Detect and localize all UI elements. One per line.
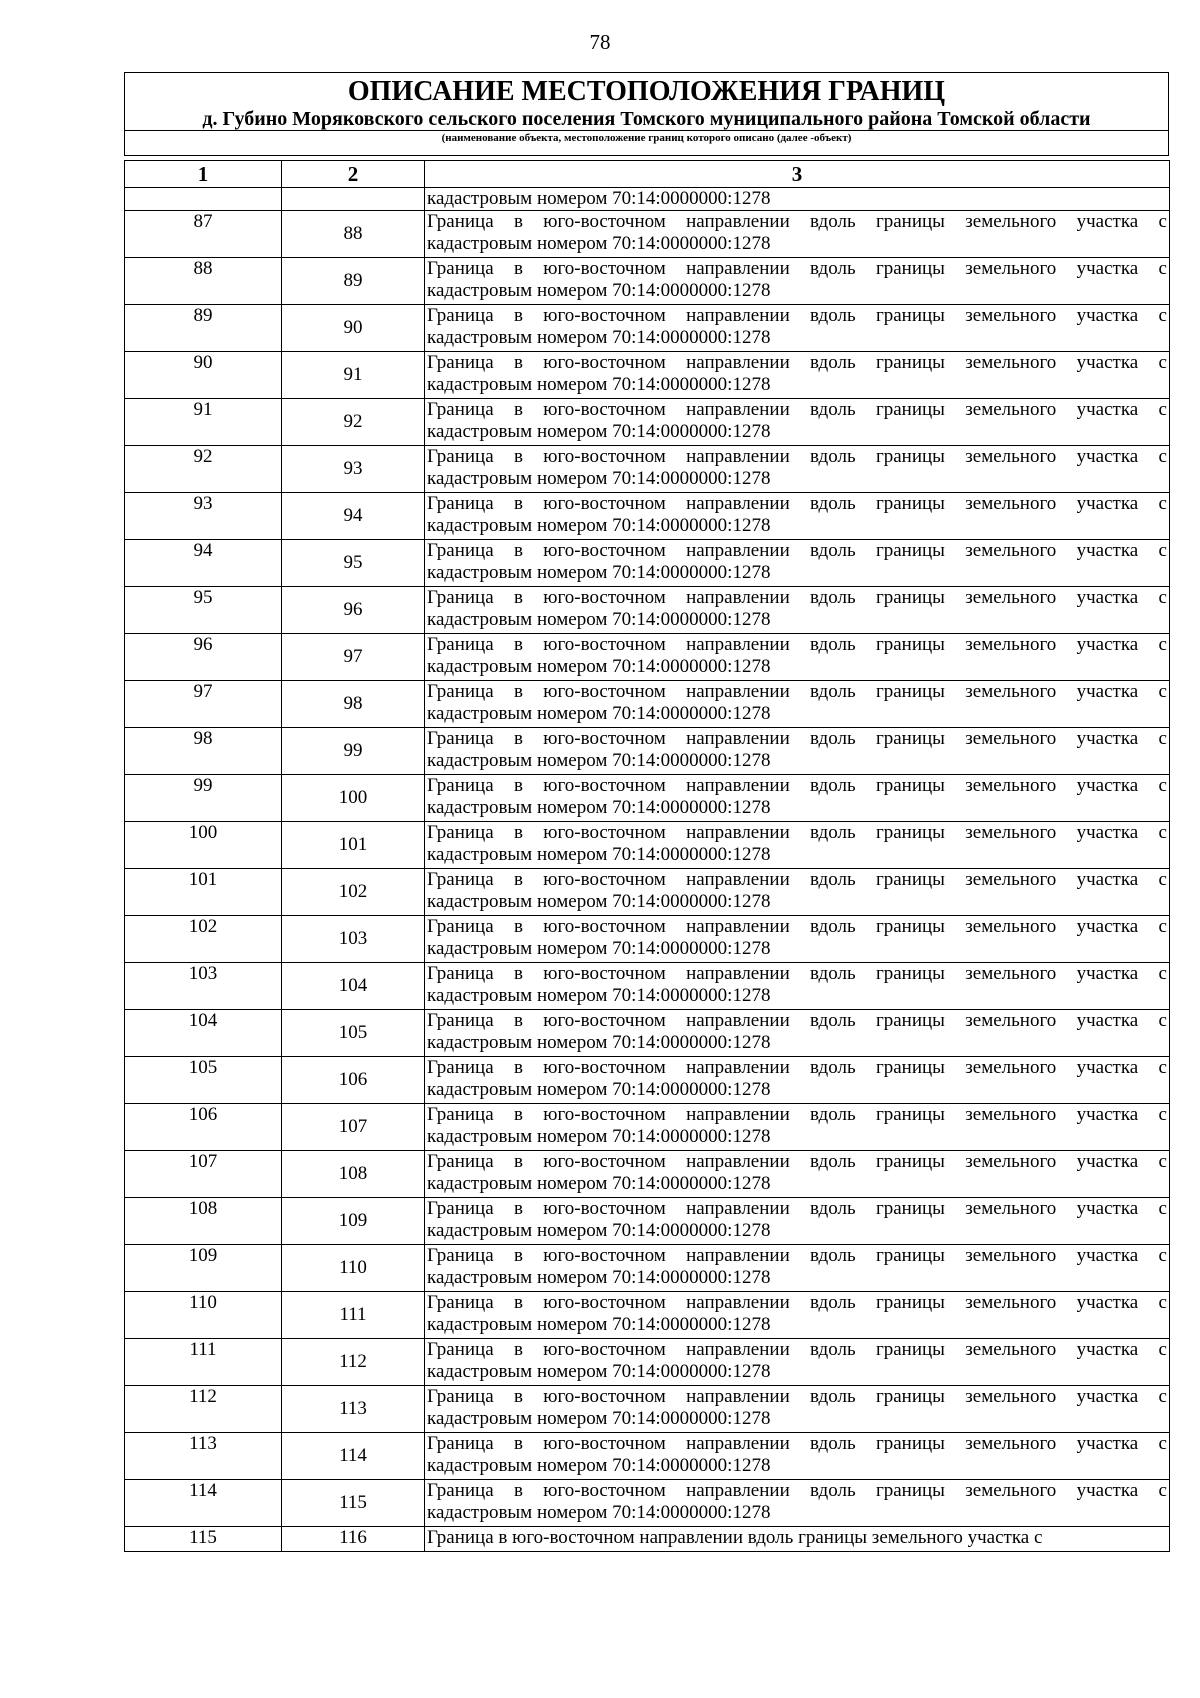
description-line-1: Граница в юго-восточном направлении вдоль границы земельного участка с bbox=[427, 211, 1167, 232]
point-to: 106 bbox=[282, 1057, 425, 1104]
description-line-2: кадастровым номером 70:14:0000000:1278 bbox=[427, 327, 771, 348]
continuation-from bbox=[125, 188, 282, 211]
table-row bbox=[125, 305, 1170, 352]
description-line-1: Граница в юго-восточном направлении вдоль границы земельного участка с bbox=[427, 1339, 1167, 1360]
description-line-2: кадастровым номером 70:14:0000000:1278 bbox=[427, 844, 771, 865]
description-line-1: Граница в юго-восточном направлении вдоль границы земельного участка с bbox=[427, 916, 1167, 937]
point-from: 103 bbox=[125, 963, 282, 1010]
description-line-2: кадастровым номером 70:14:0000000:1278 bbox=[427, 515, 771, 536]
description-line-1: Граница в юго-восточном направлении вдоль границы земельного участка с bbox=[427, 352, 1167, 373]
point-to: 116 bbox=[282, 1527, 425, 1552]
boundary-description bbox=[425, 493, 1170, 540]
boundary-description bbox=[425, 822, 1170, 869]
boundary-description bbox=[425, 869, 1170, 916]
description-line-1: Граница в юго-восточном направлении вдоль границы земельного участка с bbox=[427, 775, 1167, 796]
description-line-1: Граница в юго-восточном направлении вдоль границы земельного участка с bbox=[427, 399, 1167, 420]
description-line-1: Граница в юго-восточном направлении вдоль границы земельного участка с bbox=[427, 1386, 1167, 1407]
point-to: 103 bbox=[282, 916, 425, 963]
point-from: 110 bbox=[125, 1292, 282, 1339]
boundary-description bbox=[425, 305, 1170, 352]
point-to: 115 bbox=[282, 1480, 425, 1527]
column-header-3: 3 bbox=[425, 161, 1170, 188]
description-line-1: Граница в юго-восточном направлении вдоль границы земельного участка с bbox=[427, 1292, 1167, 1313]
description-line-2: кадастровым номером 70:14:0000000:1278 bbox=[427, 562, 771, 583]
description-line-1: Граница в юго-восточном направлении вдоль границы земельного участка с bbox=[427, 305, 1167, 326]
description-line-2: кадастровым номером 70:14:0000000:1278 bbox=[427, 656, 771, 677]
description-line-2: кадастровым номером 70:14:0000000:1278 bbox=[427, 1314, 771, 1335]
continuation-row bbox=[125, 188, 1170, 211]
column-header-1: 1 bbox=[125, 161, 282, 188]
point-to: 88 bbox=[282, 211, 425, 258]
boundary-description: Граница в юго-восточном направлении вдоль границы земельного участка с bbox=[425, 1527, 1170, 1552]
description-line-1: Граница в юго-восточном направлении вдоль границы земельного участка с bbox=[427, 822, 1167, 843]
point-to: 114 bbox=[282, 1433, 425, 1480]
table-row bbox=[125, 681, 1170, 728]
point-to: 98 bbox=[282, 681, 425, 728]
point-to: 97 bbox=[282, 634, 425, 681]
boundary-description bbox=[425, 1198, 1170, 1245]
point-to: 102 bbox=[282, 869, 425, 916]
description-line-2: кадастровым номером 70:14:0000000:1278 bbox=[427, 797, 771, 818]
point-from: 100 bbox=[125, 822, 282, 869]
table-row bbox=[125, 1151, 1170, 1198]
point-to: 90 bbox=[282, 305, 425, 352]
boundary-description bbox=[425, 1386, 1170, 1433]
table-row bbox=[125, 822, 1170, 869]
point-from: 111 bbox=[125, 1339, 282, 1386]
boundary-description bbox=[425, 1010, 1170, 1057]
description-line-2: кадастровым номером 70:14:0000000:1278 bbox=[427, 374, 771, 395]
boundary-description bbox=[425, 634, 1170, 681]
point-from: 94 bbox=[125, 540, 282, 587]
point-from: 105 bbox=[125, 1057, 282, 1104]
point-from: 99 bbox=[125, 775, 282, 822]
point-from: 115 bbox=[125, 1527, 282, 1552]
description-line-1: Граница в юго-восточном направлении вдоль границы земельного участка с bbox=[427, 258, 1167, 279]
table-row bbox=[125, 399, 1170, 446]
point-to: 89 bbox=[282, 258, 425, 305]
boundary-description bbox=[425, 1433, 1170, 1480]
table-row bbox=[125, 1433, 1170, 1480]
description-line-1: Граница в юго-восточном направлении вдоль границы земельного участка с bbox=[427, 587, 1167, 608]
description-line-2: кадастровым номером 70:14:0000000:1278 bbox=[427, 1408, 771, 1429]
point-from: 89 bbox=[125, 305, 282, 352]
description-line-1: Граница в юго-восточном направлении вдоль границы земельного участка с bbox=[427, 634, 1167, 655]
point-to: 112 bbox=[282, 1339, 425, 1386]
point-from: 88 bbox=[125, 258, 282, 305]
table-row bbox=[125, 775, 1170, 822]
boundary-description bbox=[425, 1104, 1170, 1151]
point-from: 97 bbox=[125, 681, 282, 728]
point-from: 109 bbox=[125, 1245, 282, 1292]
description-line-2: кадастровым номером 70:14:0000000:1278 bbox=[427, 1267, 771, 1288]
description-line-2: кадастровым номером 70:14:0000000:1278 bbox=[427, 750, 771, 771]
point-to: 99 bbox=[282, 728, 425, 775]
table-header-row bbox=[125, 161, 1170, 188]
point-to: 95 bbox=[282, 540, 425, 587]
boundary-description bbox=[425, 963, 1170, 1010]
point-to: 100 bbox=[282, 775, 425, 822]
table-row bbox=[125, 916, 1170, 963]
point-to: 111 bbox=[282, 1292, 425, 1339]
description-line-1: Граница в юго-восточном направлении вдоль границы земельного участка с bbox=[427, 963, 1167, 984]
point-from: 113 bbox=[125, 1433, 282, 1480]
table-row bbox=[125, 634, 1170, 681]
description-line-2: кадастровым номером 70:14:0000000:1278 bbox=[427, 1502, 771, 1523]
description-line-1: Граница в юго-восточном направлении вдоль границы земельного участка с bbox=[427, 1480, 1167, 1501]
table-row bbox=[125, 1245, 1170, 1292]
description-line-2: кадастровым номером 70:14:0000000:1278 bbox=[427, 1455, 771, 1476]
description-line-2: кадастровым номером 70:14:0000000:1278 bbox=[427, 938, 771, 959]
description-line-2: кадастровым номером 70:14:0000000:1278 bbox=[427, 1126, 771, 1147]
point-from: 104 bbox=[125, 1010, 282, 1057]
description-line-2: кадастровым номером 70:14:0000000:1278 bbox=[427, 421, 771, 442]
point-to: 107 bbox=[282, 1104, 425, 1151]
point-to: 109 bbox=[282, 1198, 425, 1245]
boundary-description bbox=[425, 728, 1170, 775]
description-line-2: кадастровым номером 70:14:0000000:1278 bbox=[427, 985, 771, 1006]
point-from: 95 bbox=[125, 587, 282, 634]
document-subtitle: д. Губино Моряковского сельского поселения Томского муниципального района Томской области bbox=[202, 108, 1091, 130]
boundary-description bbox=[425, 775, 1170, 822]
table-row bbox=[125, 869, 1170, 916]
description-line-1: Граница в юго-восточном направлении вдоль границы земельного участка с bbox=[427, 1104, 1167, 1125]
table-row-last bbox=[125, 1527, 1170, 1552]
boundary-description bbox=[425, 681, 1170, 728]
description-line-1: Граница в юго-восточном направлении вдоль границы земельного участка с bbox=[427, 728, 1167, 749]
continuation-text: кадастровым номером 70:14:0000000:1278 bbox=[425, 188, 1170, 211]
point-to: 91 bbox=[282, 352, 425, 399]
table-row bbox=[125, 1386, 1170, 1433]
table-row bbox=[125, 258, 1170, 305]
boundary-description bbox=[425, 1292, 1170, 1339]
continuation-to bbox=[282, 188, 425, 211]
point-from: 112 bbox=[125, 1386, 282, 1433]
description-line-2: кадастровым номером 70:14:0000000:1278 bbox=[427, 233, 771, 254]
point-to: 110 bbox=[282, 1245, 425, 1292]
point-to: 113 bbox=[282, 1386, 425, 1433]
point-from: 101 bbox=[125, 869, 282, 916]
point-to: 92 bbox=[282, 399, 425, 446]
point-from: 107 bbox=[125, 1151, 282, 1198]
point-from: 92 bbox=[125, 446, 282, 493]
description-line-1: Граница в юго-восточном направлении вдоль границы земельного участка с bbox=[427, 493, 1167, 514]
boundary-description bbox=[425, 1151, 1170, 1198]
point-to: 105 bbox=[282, 1010, 425, 1057]
table-row bbox=[125, 1292, 1170, 1339]
point-to: 108 bbox=[282, 1151, 425, 1198]
description-line-1: Граница в юго-восточном направлении вдоль границы земельного участка с bbox=[427, 446, 1167, 467]
point-from: 90 bbox=[125, 352, 282, 399]
boundary-table bbox=[124, 160, 1170, 1552]
boundary-description bbox=[425, 916, 1170, 963]
description-line-1: Граница в юго-восточном направлении вдоль границы земельного участка с bbox=[427, 1198, 1167, 1219]
column-header-2: 2 bbox=[282, 161, 425, 188]
point-from: 91 bbox=[125, 399, 282, 446]
description-line-1: Граница в юго-восточном направлении вдоль границы земельного участка с bbox=[427, 540, 1167, 561]
description-line-2: кадастровым номером 70:14:0000000:1278 bbox=[427, 1079, 771, 1100]
description-line-2: кадастровым номером 70:14:0000000:1278 bbox=[427, 468, 771, 489]
point-from: 102 bbox=[125, 916, 282, 963]
description-line-1: Граница в юго-восточном направлении вдоль границы земельного участка с bbox=[427, 1057, 1167, 1078]
boundary-description bbox=[425, 211, 1170, 258]
boundary-description bbox=[425, 540, 1170, 587]
boundary-description bbox=[425, 1057, 1170, 1104]
table-row bbox=[125, 1010, 1170, 1057]
table-row bbox=[125, 493, 1170, 540]
point-from: 93 bbox=[125, 493, 282, 540]
point-from: 106 bbox=[125, 1104, 282, 1151]
description-line-2: кадастровым номером 70:14:0000000:1278 bbox=[427, 1032, 771, 1053]
table-row bbox=[125, 540, 1170, 587]
object-name-note: (наименование объекта, местоположение границ которого описано (далее -объект) bbox=[125, 130, 1168, 155]
description-line-1: Граница в юго-восточном направлении вдоль границы земельного участка с bbox=[427, 1245, 1167, 1266]
point-to: 93 bbox=[282, 446, 425, 493]
table-row bbox=[125, 1104, 1170, 1151]
table-row bbox=[125, 211, 1170, 258]
document-header bbox=[124, 72, 1169, 156]
table-row bbox=[125, 1480, 1170, 1527]
description-line-2: кадастровым номером 70:14:0000000:1278 bbox=[427, 609, 771, 630]
point-from: 108 bbox=[125, 1198, 282, 1245]
point-from: 98 bbox=[125, 728, 282, 775]
description-line-2: кадастровым номером 70:14:0000000:1278 bbox=[427, 1173, 771, 1194]
table-row bbox=[125, 352, 1170, 399]
description-line-1: Граница в юго-восточном направлении вдоль границы земельного участка с bbox=[427, 1433, 1167, 1454]
description-line-1: Граница в юго-восточном направлении вдоль границы земельного участка с bbox=[427, 869, 1167, 890]
description-line-1: Граница в юго-восточном направлении вдоль границы земельного участка с bbox=[427, 1151, 1167, 1172]
boundary-description bbox=[425, 446, 1170, 493]
table-row bbox=[125, 728, 1170, 775]
table-row bbox=[125, 1339, 1170, 1386]
point-to: 101 bbox=[282, 822, 425, 869]
table-row bbox=[125, 446, 1170, 493]
boundary-description bbox=[425, 258, 1170, 305]
description-line-2: кадастровым номером 70:14:0000000:1278 bbox=[427, 280, 771, 301]
description-line-1: Граница в юго-восточном направлении вдоль границы земельного участка с bbox=[427, 1010, 1167, 1031]
table-row bbox=[125, 1057, 1170, 1104]
boundary-description bbox=[425, 1480, 1170, 1527]
boundary-description bbox=[425, 399, 1170, 446]
description-line-1: Граница в юго-восточном направлении вдоль границы земельного участка с bbox=[427, 681, 1167, 702]
point-from: 87 bbox=[125, 211, 282, 258]
boundary-description bbox=[425, 587, 1170, 634]
document-title: ОПИСАНИЕ МЕСТОПОЛОЖЕНИЯ ГРАНИЦ bbox=[347, 76, 946, 107]
page-number: 78 bbox=[589, 30, 611, 54]
boundary-description bbox=[425, 352, 1170, 399]
description-line-2: кадастровым номером 70:14:0000000:1278 bbox=[427, 1220, 771, 1241]
table-row bbox=[125, 587, 1170, 634]
description-line-2: кадастровым номером 70:14:0000000:1278 bbox=[427, 703, 771, 724]
point-to: 96 bbox=[282, 587, 425, 634]
point-from: 114 bbox=[125, 1480, 282, 1527]
point-from: 96 bbox=[125, 634, 282, 681]
table-row bbox=[125, 963, 1170, 1010]
boundary-description bbox=[425, 1339, 1170, 1386]
table-row bbox=[125, 1198, 1170, 1245]
boundary-description bbox=[425, 1245, 1170, 1292]
point-to: 94 bbox=[282, 493, 425, 540]
description-line-2: кадастровым номером 70:14:0000000:1278 bbox=[427, 891, 771, 912]
description-line-2: кадастровым номером 70:14:0000000:1278 bbox=[427, 1361, 771, 1382]
point-to: 104 bbox=[282, 963, 425, 1010]
